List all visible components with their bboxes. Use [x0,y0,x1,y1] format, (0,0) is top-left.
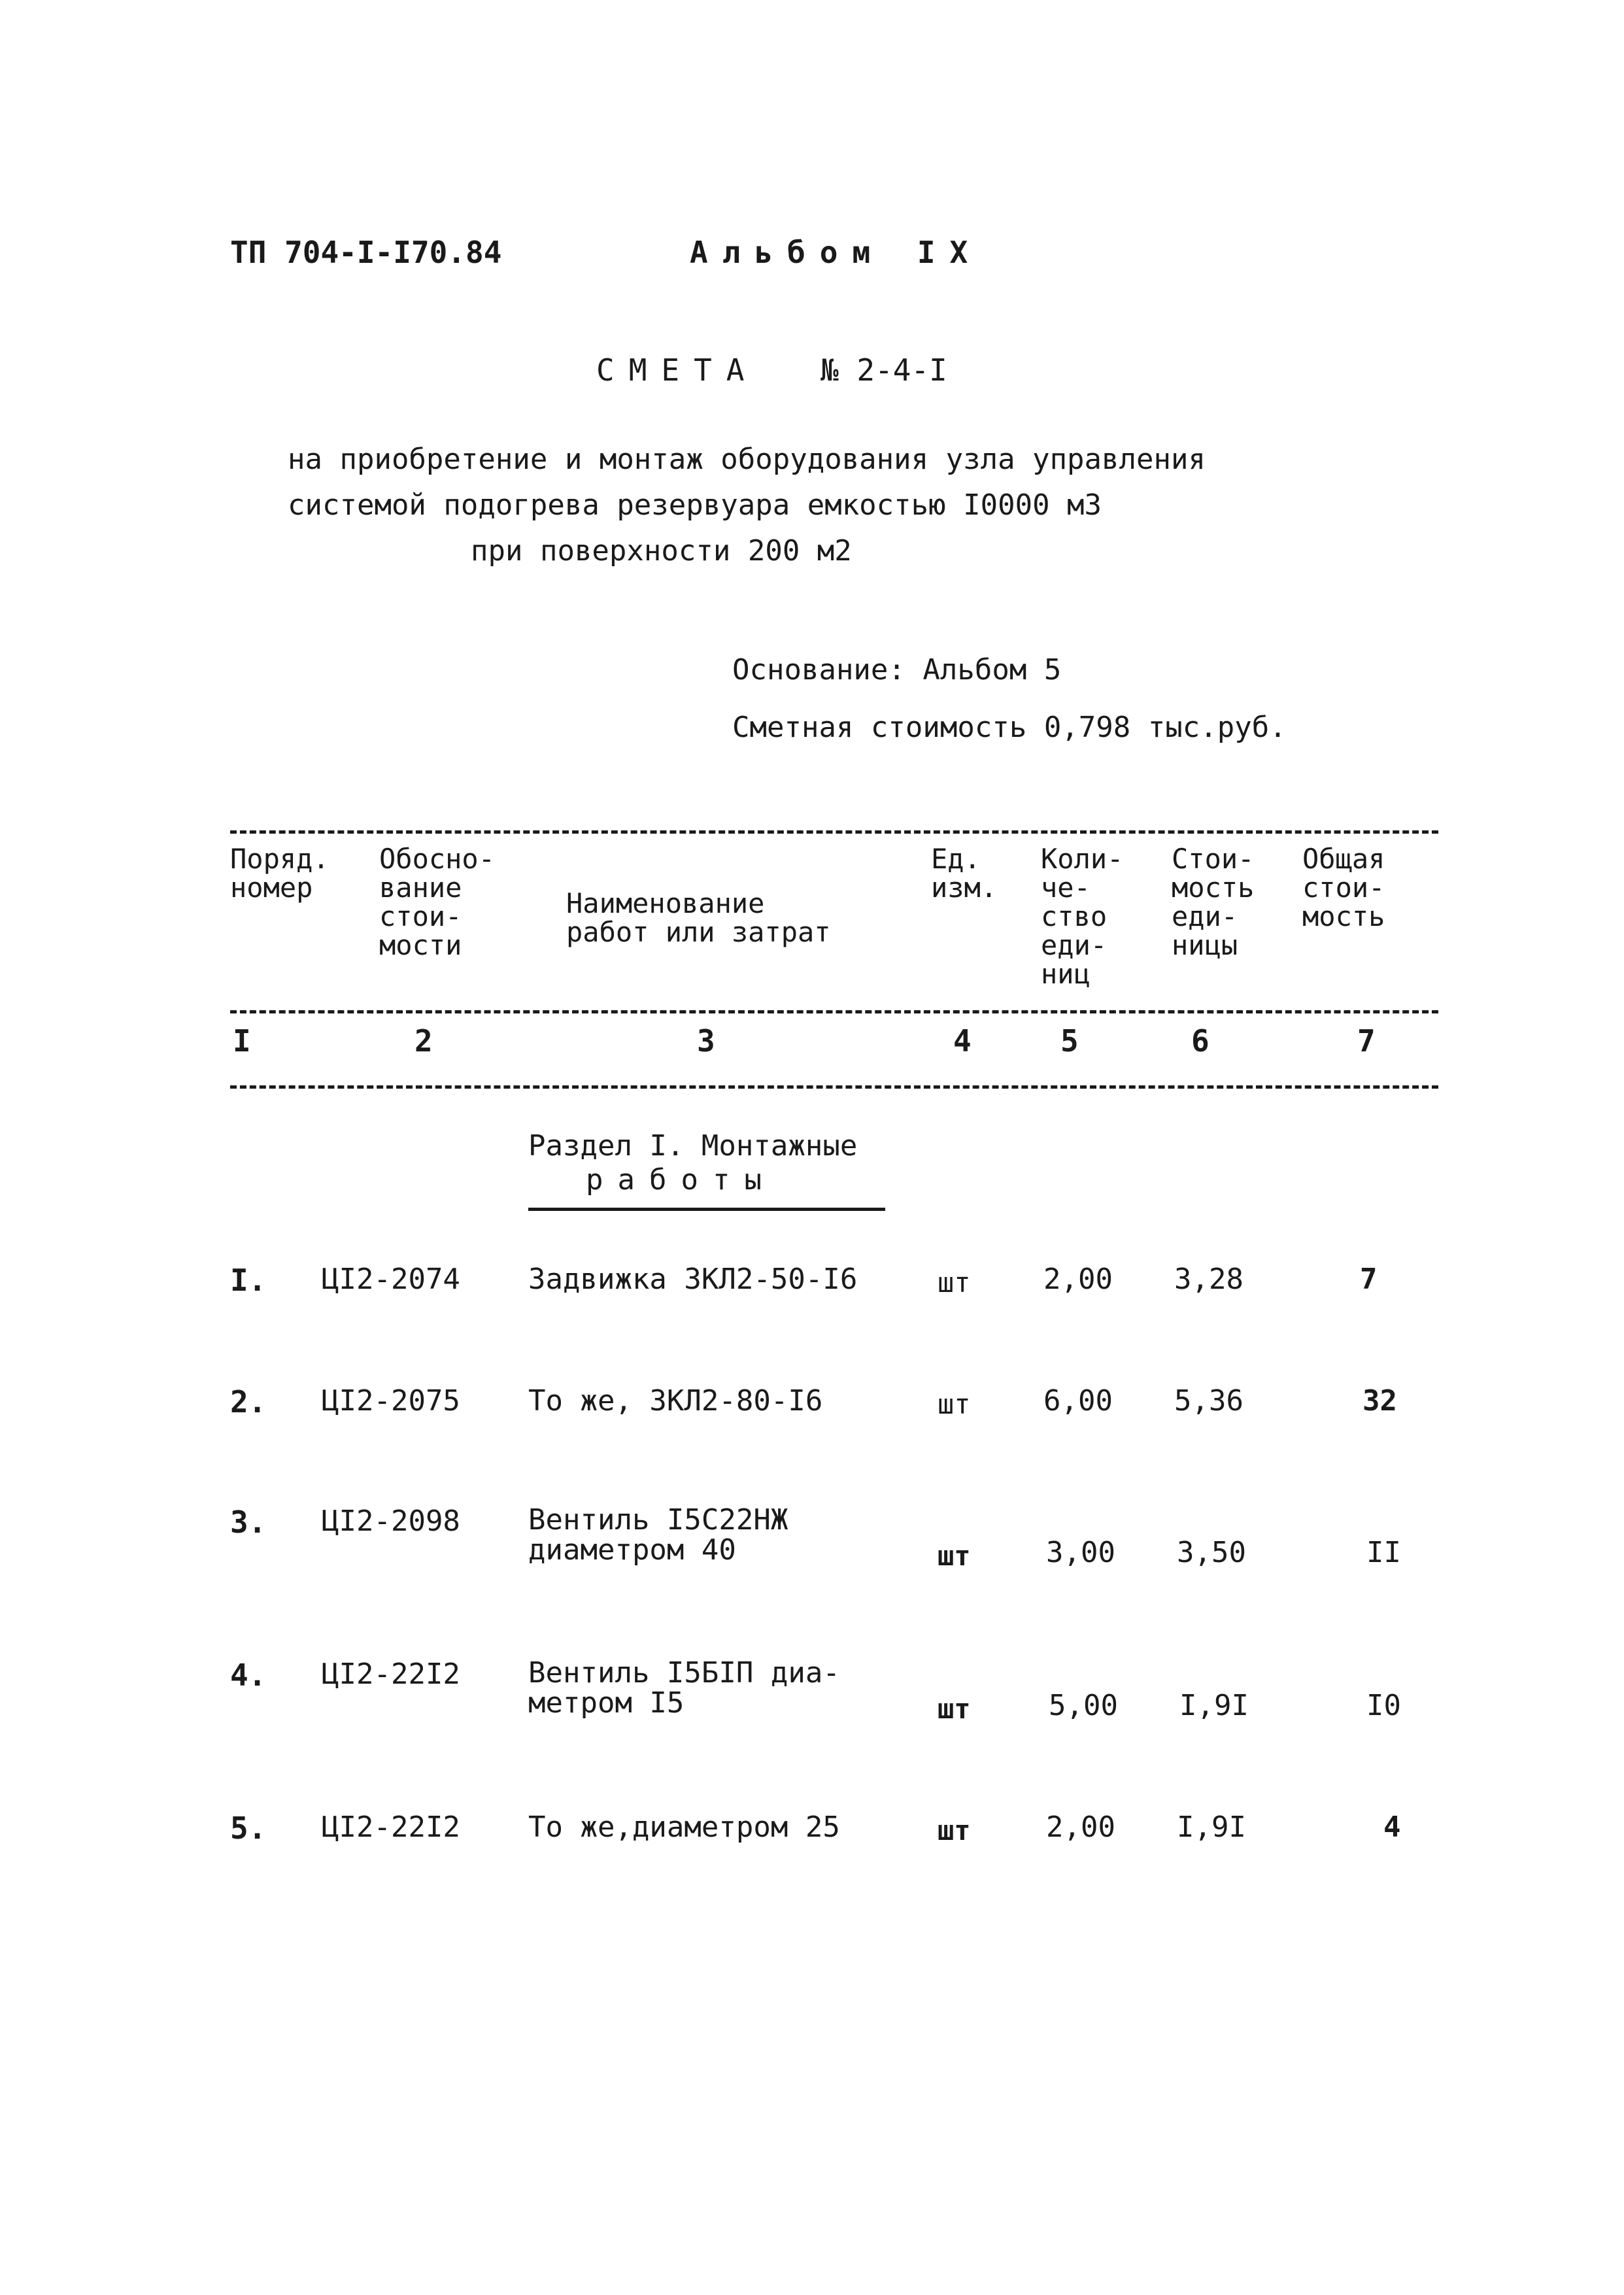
row-3-total: ІІ [1366,1536,1401,1569]
section-title-continued: работы [586,1163,776,1197]
estimate-number: № 2-4-І [820,352,947,388]
row-5-basis: ЦІ2-22І2 [322,1810,460,1844]
row-4-basis: ЦІ2-22І2 [322,1658,460,1691]
column-number-1: І [233,1023,251,1059]
row-4-total: І0 [1366,1689,1401,1722]
row-5-name: То же,диаметром 25 [528,1810,840,1844]
row-5-unit-cost: І,9І [1177,1810,1246,1844]
row-1-number: І. [230,1263,267,1298]
header-total-cost: Общая стои- мость [1302,843,1385,932]
row-3-unit: шт [938,1540,971,1572]
row-5-quantity: 2,00 [1046,1810,1115,1844]
row-2-unit: шт [938,1388,971,1420]
column-number-7: 7 [1357,1023,1376,1059]
row-3-number: 3. [230,1504,267,1540]
row-3-basis: ЦІ2-2098 [322,1504,460,1538]
row-2-number: 2. [230,1384,267,1420]
header-unit: Ед. изм. [931,843,998,904]
header-bottom-rule [230,1010,1438,1013]
row-2-unit-cost: 5,36 [1174,1384,1243,1418]
header-cost-basis: Обосно- вание стои- мости [379,843,496,961]
row-4-unit: шт [938,1693,971,1725]
column-number-6: 6 [1191,1023,1210,1059]
header-unit-cost: Стои- мость еди- ницы [1172,843,1255,961]
album-label: Альбом ІХ [690,235,983,270]
column-number-2: 2 [414,1023,433,1059]
section-title: Раздел І. Монтажные [528,1129,858,1163]
row-2-total: 32 [1362,1384,1397,1418]
row-2-quantity: 6,00 [1043,1384,1113,1418]
row-1-name: Задвижка ЗКЛ2-50-І6 [528,1263,858,1296]
row-5-unit: шт [938,1814,971,1846]
row-4-unit-cost: І,9І [1179,1689,1249,1722]
column-numbers-bottom-rule [230,1085,1438,1089]
row-4-number: 4. [230,1658,267,1693]
header-order-number: Поряд. номер [230,843,330,904]
column-number-4: 4 [953,1023,972,1059]
row-3-quantity: 3,00 [1046,1536,1115,1569]
table-top-rule [230,830,1438,834]
header-quantity: Коли- че- ство еди- ниц [1041,843,1124,990]
estimate-title: СМЕТА [596,352,759,388]
row-5-number: 5. [230,1810,267,1846]
row-1-unit: шт [938,1266,971,1299]
row-1-total: 7 [1360,1263,1378,1296]
row-4-name: Вентиль І5БІП диа- метром І5 [528,1656,840,1720]
subtitle-line-3: при поверхности 200 м2 [471,534,852,568]
row-1-basis: ЦІ2-2074 [322,1263,460,1296]
row-2-basis: ЦІ2-2075 [322,1384,460,1418]
section-title-underline [528,1208,885,1211]
header-work-name: Наименование работ или затрат [566,887,831,948]
subtitle-line-2: системой подогрева резервуара емкостью І0000 м3 [288,488,1102,522]
row-4-quantity: 5,00 [1049,1689,1118,1722]
row-1-unit-cost: 3,28 [1174,1263,1243,1296]
row-3-unit-cost: 3,50 [1177,1536,1246,1569]
subtitle-line-1: на приобретение и монтаж оборудования узла управления [288,443,1206,476]
basis-line: Основание: Альбом 5 [732,653,1062,687]
row-3-name: Вентиль І5С22НЖ диаметром 40 [528,1503,788,1567]
document-code: ТП 704-І-І70.84 [230,235,502,270]
column-number-3: 3 [697,1023,715,1059]
row-5-total: 4 [1383,1810,1401,1844]
estimated-cost-line: Сметная стоимость 0,798 тыс.руб. [732,711,1287,744]
column-number-5: 5 [1060,1023,1079,1059]
row-1-quantity: 2,00 [1043,1263,1113,1296]
row-2-name: То же, ЗКЛ2-80-І6 [528,1384,823,1418]
